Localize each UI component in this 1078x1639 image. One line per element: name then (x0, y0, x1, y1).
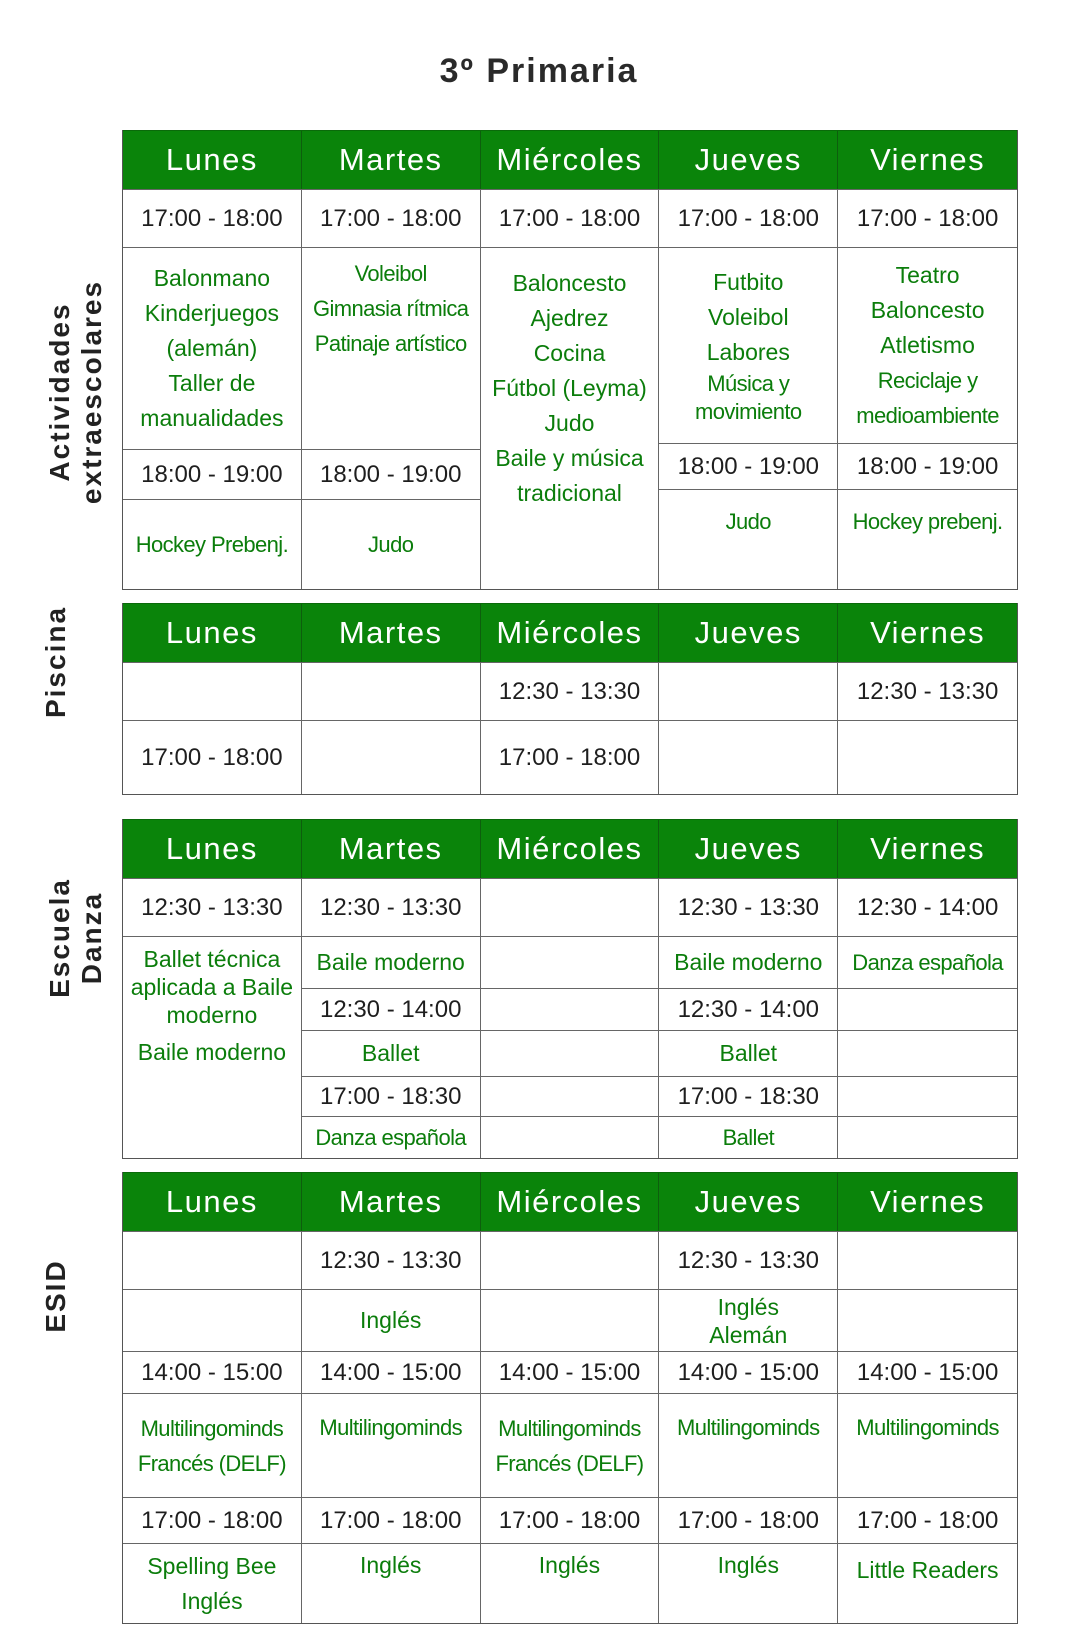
activity: Música y (707, 371, 790, 396)
time-cell (659, 1076, 838, 1116)
danza-table (122, 819, 1018, 1159)
activities-cell (481, 1393, 660, 1497)
time-text: 17:00 - 18:00 (498, 204, 641, 232)
section-label-actividades (44, 280, 108, 504)
time-text: 17:00 - 18:00 (677, 204, 820, 232)
section-label-danza (44, 878, 108, 998)
time-text: 14:00 - 15:00 (498, 1358, 641, 1386)
empty-cell (481, 1116, 660, 1158)
day-header-viernes: Viernes (870, 1184, 986, 1219)
activity: Ballet (722, 1125, 774, 1150)
time-text: 14:00 - 15:00 (677, 1358, 820, 1386)
empty-cell (481, 936, 660, 988)
time-text: 14:00 - 15:00 (141, 1358, 283, 1386)
day-header-row (123, 130, 1017, 189)
time-text: 12:30 - 13:30 (319, 1246, 462, 1274)
empty-cell (123, 1289, 302, 1351)
time-text: 12:30 - 13:30 (498, 677, 641, 705)
empty-cell (838, 1289, 1017, 1351)
esid-table (122, 1172, 1018, 1624)
activity: Patinaje artístico (314, 331, 467, 356)
time-text: 18:00 - 19:00 (141, 460, 283, 488)
activities-cell (659, 1393, 838, 1497)
activity: Spelling Bee (147, 1552, 277, 1579)
activity: Judo (544, 410, 595, 436)
activity: Baile moderno (316, 949, 465, 975)
time-text: 17:00 - 18:00 (856, 1506, 999, 1534)
time-cell (302, 1497, 481, 1543)
activities-cell (659, 1116, 838, 1158)
activities-cell (123, 1543, 302, 1623)
activities-cell (123, 1393, 302, 1497)
time-cell (302, 1351, 481, 1393)
time-cell (302, 449, 481, 499)
time-cell (123, 878, 302, 936)
activity: Baile y música (495, 445, 644, 471)
activities-cell (838, 1543, 1017, 1623)
time-cell (481, 189, 660, 247)
empty-cell (481, 988, 660, 1030)
day-header-row (123, 603, 1017, 662)
time-cell (123, 662, 302, 720)
activities-cell (838, 1393, 1017, 1497)
activities-cell (123, 499, 302, 589)
activity: Atletismo (880, 332, 975, 358)
day-header-miercoles: Miércoles (481, 1173, 660, 1231)
activity: Little Readers (856, 1557, 999, 1583)
activity: Voleibol (354, 261, 427, 286)
activity: Voleibol (708, 304, 789, 330)
time-cell (481, 878, 660, 936)
actividades-miercoles-column (481, 189, 660, 589)
page-title: 3º Primaria (439, 52, 639, 90)
time-cell (659, 878, 838, 936)
time-text: 18:00 - 19:00 (856, 452, 999, 480)
section-label-line: Piscina (40, 605, 71, 719)
time-text: 17:00 - 18:30 (677, 1082, 820, 1110)
day-header-martes: Martes (302, 820, 481, 878)
day-header-jueves: Jueves (659, 604, 838, 662)
activities-cell (838, 247, 1017, 443)
day-header-lunes: Lunes (123, 820, 302, 878)
actividades-table (122, 130, 1018, 590)
time-cell (123, 189, 302, 247)
activities-cell (659, 1289, 838, 1351)
day-header-jueves: Jueves (659, 131, 838, 189)
day-header-martes: Martes (302, 131, 481, 189)
activity: medioambiente (856, 403, 999, 428)
activities-cell (123, 936, 302, 1158)
time-text: 17:00 - 18:00 (141, 1506, 283, 1534)
time-text: 17:00 - 18:00 (677, 1506, 820, 1534)
section-label-piscina (40, 606, 72, 718)
activity: Inglés (181, 1587, 243, 1614)
time-text: 17:00 - 18:00 (319, 1506, 462, 1534)
time-cell (481, 720, 660, 794)
time-text: 17:00 - 18:00 (141, 204, 283, 232)
activity: Futbito (713, 269, 784, 295)
section-label-line: Escuela (44, 878, 75, 998)
time-cell (302, 1231, 481, 1289)
activities-cell (659, 936, 838, 988)
activity: Inglés (360, 1307, 422, 1333)
activities-cell (302, 1116, 481, 1158)
activities-cell (659, 1543, 838, 1623)
actividades-lunes-column (123, 189, 302, 589)
time-cell (838, 1351, 1017, 1393)
time-text: 12:30 - 14:00 (319, 995, 462, 1023)
activities-cell (481, 1543, 660, 1623)
day-header-viernes: Viernes (870, 831, 986, 866)
activities-cell (302, 1543, 481, 1623)
empty-cell (838, 1116, 1017, 1158)
empty-cell (838, 1030, 1017, 1076)
activity: Danza española (852, 950, 1003, 975)
actividades-viernes-column (838, 189, 1017, 589)
time-cell (659, 1497, 838, 1543)
activity: Ajedrez (530, 305, 609, 331)
time-text: 12:30 - 13:30 (319, 893, 462, 921)
activity: Francés (DELF) (495, 1450, 644, 1476)
time-cell (481, 1231, 660, 1289)
activities-cell (481, 247, 660, 589)
time-text: 12:30 - 13:30 (677, 893, 820, 921)
activity: Taller de (168, 370, 256, 396)
activity: Gimnasia rítmica (312, 296, 469, 321)
section-label-line: extraescolares (76, 279, 107, 505)
time-cell (481, 1351, 660, 1393)
time-text: 18:00 - 19:00 (677, 452, 820, 480)
section-label-esid (40, 1259, 72, 1332)
day-header-miercoles: Miércoles (481, 604, 660, 662)
activity: aplicada a Baile (130, 974, 294, 1000)
section-label-line: Danza (76, 891, 107, 985)
empty-cell (481, 1030, 660, 1076)
time-text: 17:00 - 18:00 (498, 1506, 641, 1534)
activity: manualidades (140, 405, 284, 431)
time-cell (659, 443, 838, 489)
day-header-viernes: Viernes (870, 142, 986, 177)
activity: moderno (166, 1002, 258, 1028)
time-cell (481, 1497, 660, 1543)
activities-cell (659, 1030, 838, 1076)
section-label-line: Actividades (44, 302, 75, 482)
time-text: 12:30 - 14:00 (677, 995, 820, 1023)
time-cell (123, 1351, 302, 1393)
time-text: 14:00 - 15:00 (856, 1358, 999, 1386)
activity: Hockey prebenj. (852, 509, 1003, 534)
time-cell (302, 1076, 481, 1116)
time-cell (302, 988, 481, 1030)
time-cell (659, 1231, 838, 1289)
activities-cell (659, 247, 838, 443)
time-cell (481, 662, 660, 720)
time-cell (659, 720, 838, 794)
time-text: 17:00 - 18:30 (319, 1082, 462, 1110)
activity: tradicional (517, 480, 622, 506)
activity: Inglés (717, 1552, 779, 1578)
time-cell (123, 1231, 302, 1289)
activities-cell (302, 1030, 481, 1076)
activity: (alemán) (166, 335, 258, 361)
empty-cell (481, 1076, 660, 1116)
activity: movimiento (695, 399, 802, 424)
activities-cell (838, 936, 1017, 988)
actividades-jueves-column (659, 189, 838, 589)
time-cell (659, 662, 838, 720)
activity: Multilingominds (498, 1415, 641, 1441)
time-text: 17:00 - 18:00 (498, 743, 641, 771)
day-header-jueves: Jueves (659, 1173, 838, 1231)
day-header-miercoles: Miércoles (481, 820, 660, 878)
time-cell (838, 1231, 1017, 1289)
time-cell (838, 443, 1017, 489)
day-header-row (123, 1172, 1017, 1231)
day-header-row (123, 819, 1017, 878)
day-header-viernes: Viernes (870, 615, 986, 650)
time-cell (302, 189, 481, 247)
time-text: 17:00 - 18:00 (141, 743, 283, 771)
time-cell (659, 1351, 838, 1393)
empty-cell (481, 1289, 660, 1351)
activity: Baloncesto (512, 270, 627, 296)
time-text: 14:00 - 15:00 (319, 1358, 462, 1386)
time-text: 12:30 - 13:30 (141, 893, 283, 921)
activities-cell (302, 1393, 481, 1497)
activity: Danza española (315, 1125, 466, 1150)
activity: Baile moderno (674, 949, 823, 975)
activity: Judo (725, 509, 771, 534)
activity: Balonmano (153, 265, 271, 291)
day-header-lunes: Lunes (123, 131, 302, 189)
time-cell (838, 1497, 1017, 1543)
time-cell (838, 720, 1017, 794)
time-text: 18:00 - 19:00 (319, 460, 462, 488)
activity: Inglés (538, 1552, 601, 1578)
time-cell (838, 189, 1017, 247)
activities-cell (123, 247, 302, 449)
activity: Multilingominds (140, 1415, 284, 1441)
time-cell (123, 449, 302, 499)
activity: Hockey Prebenj. (135, 532, 289, 557)
time-text: 12:30 - 13:30 (677, 1246, 820, 1274)
activity: Teatro (895, 262, 960, 288)
activity: Multilingominds (319, 1415, 462, 1440)
time-cell (123, 1497, 302, 1543)
day-header-jueves: Jueves (659, 820, 838, 878)
piscina-table (122, 603, 1018, 795)
day-header-lunes: Lunes (123, 604, 302, 662)
activity: Ballet técnica (143, 946, 281, 972)
time-cell (838, 662, 1017, 720)
activity: Multilingominds (856, 1415, 999, 1440)
activities-cell (302, 1289, 481, 1351)
time-text: 12:30 - 13:30 (856, 677, 999, 705)
time-text: 17:00 - 18:00 (319, 204, 462, 232)
activity: Multilingominds (676, 1415, 820, 1440)
activities-cell (838, 489, 1017, 589)
empty-cell (838, 988, 1017, 1030)
time-cell (659, 189, 838, 247)
activity: Inglés (360, 1552, 422, 1578)
empty-cell (838, 1076, 1017, 1116)
activity: Labores (706, 339, 790, 365)
time-cell (123, 720, 302, 794)
activity: Alemán (709, 1321, 788, 1348)
activities-cell (302, 936, 481, 988)
activity: Ballet (719, 1040, 778, 1066)
activity: Baloncesto (870, 297, 985, 323)
time-cell (659, 988, 838, 1030)
activities-cell (659, 489, 838, 589)
time-text: 12:30 - 14:00 (856, 893, 999, 921)
time-cell (838, 878, 1017, 936)
activity: Baile moderno (137, 1039, 287, 1065)
activities-cell (302, 247, 481, 449)
section-label-line: ESID (40, 1259, 71, 1333)
day-header-lunes: Lunes (123, 1173, 302, 1231)
activity: Fútbol (Leyma) (492, 375, 647, 401)
time-cell (302, 662, 481, 720)
activities-cell (302, 499, 481, 589)
activity: Cocina (533, 340, 606, 366)
activity: Francés (DELF) (137, 1450, 286, 1476)
time-cell (302, 878, 481, 936)
activity: Reciclaje y (877, 368, 978, 393)
day-header-martes: Martes (302, 1173, 481, 1231)
actividades-martes-column (302, 189, 481, 589)
time-text: 17:00 - 18:00 (856, 204, 999, 232)
day-header-miercoles: Miércoles (481, 131, 660, 189)
activity: Kinderjuegos (144, 300, 280, 326)
time-cell (302, 720, 481, 794)
activity: Inglés (717, 1293, 779, 1320)
activity: Judo (368, 532, 414, 557)
activity: Ballet (361, 1040, 420, 1066)
day-header-martes: Martes (302, 604, 481, 662)
